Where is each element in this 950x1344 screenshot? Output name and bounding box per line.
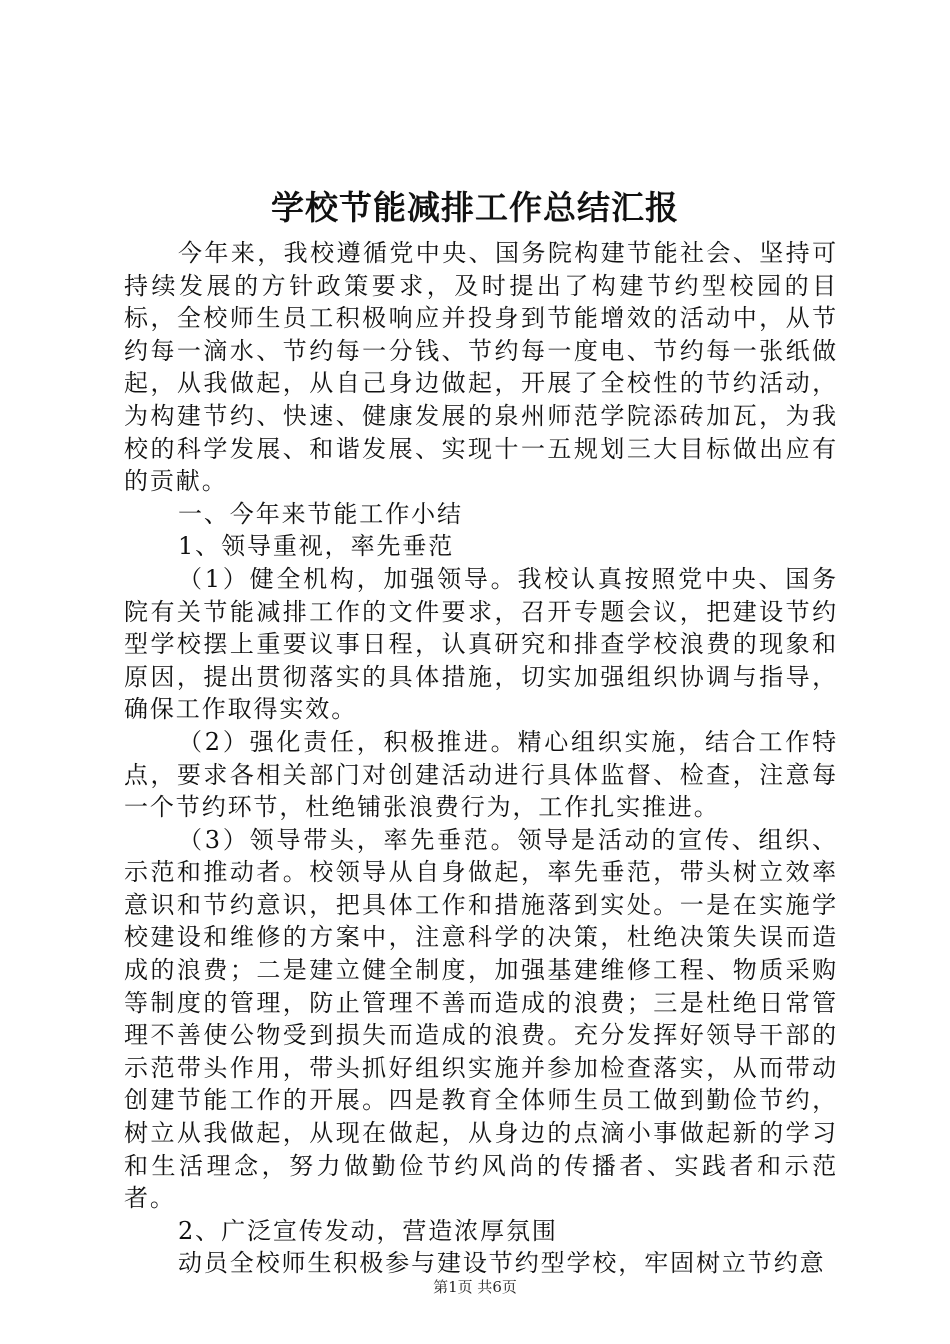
page-footer: 第1页 共6页 bbox=[433, 1278, 517, 1296]
item-paragraph-2: （2）强化责任，积极推进。精心组织实施，结合工作特点，要求各相关部门对创建活动进行具体监督、检查，注意每一个节约环节，杜绝铺张浪费行为，工作扎实推进。 bbox=[124, 727, 838, 822]
subsection-heading-1: 1、领导重视，率先垂范 bbox=[178, 532, 455, 561]
document-body bbox=[124, 237, 838, 1280]
subsection-heading-2: 2、广泛宣传发动，营造浓厚氛围 bbox=[178, 1216, 558, 1245]
document-title: 学校节能减排工作总结汇报 bbox=[271, 188, 679, 227]
item-paragraph-1: （1）健全机构，加强领导。我校认真按照党中央、国务院有关节能减排工作的文件要求，召开专题会议，把建设节约型学校摆上重要议事日程，认真研究和排查学校浪费的现象和原因，提出贯彻落实的具体措施，切实加强组织协调与指导，确保工作取得实效。 bbox=[124, 564, 838, 724]
body-paragraph-continued: 动员全校师生积极参与建设节约型学校，牢固树立节约意 bbox=[178, 1249, 826, 1278]
section-heading-1: 一、今年来节能工作小结 bbox=[178, 499, 463, 528]
intro-paragraph: 今年来，我校遵循党中央、国务院构建节能社会、坚持可持续发展的方针政策要求，及时提出了构建节约型校园的目标，全校师生员工积极响应并投身到节能增效的活动中，从节约每一滴水、节约每一分钱、节约每一度电、节约每一张纸做起，从我做起，从自己身边做起，开展了全校性的节约活动，为构建节约、快速、健康发展的泉州师范学院添砖加瓦，为我校的科学发展、和谐发展、实现十一五规划三大目标做出应有的贡献。 bbox=[124, 239, 838, 496]
item-paragraph-3: （3）领导带头，率先垂范。领导是活动的宣传、组织、示范和推动者。校领导从自身做起，率先垂范，带头树立效率意识和节约意识，把具体工作和措施落到实处。一是在实施学校建设和维修的方案中，注意科学的决策，杜绝决策失误而造成的浪费；二是建立健全制度，加强基建维修工程、物质采购等制度的管理，防止管理不善而造成的浪费；三是杜绝日常管理不善使公物受到损失而造成的浪费。充分发挥好领导干部的示范带头作用，带头抓好组织实施并参加检查落实，从而带动创建节能工作的开展。四是教育全体师生员工做到勤俭节约，树立从我做起，从现在做起，从身边的点滴小事做起新的学习和生活理念，努力做勤俭节约风尚的传播者、实践者和示范者。 bbox=[124, 825, 838, 1213]
